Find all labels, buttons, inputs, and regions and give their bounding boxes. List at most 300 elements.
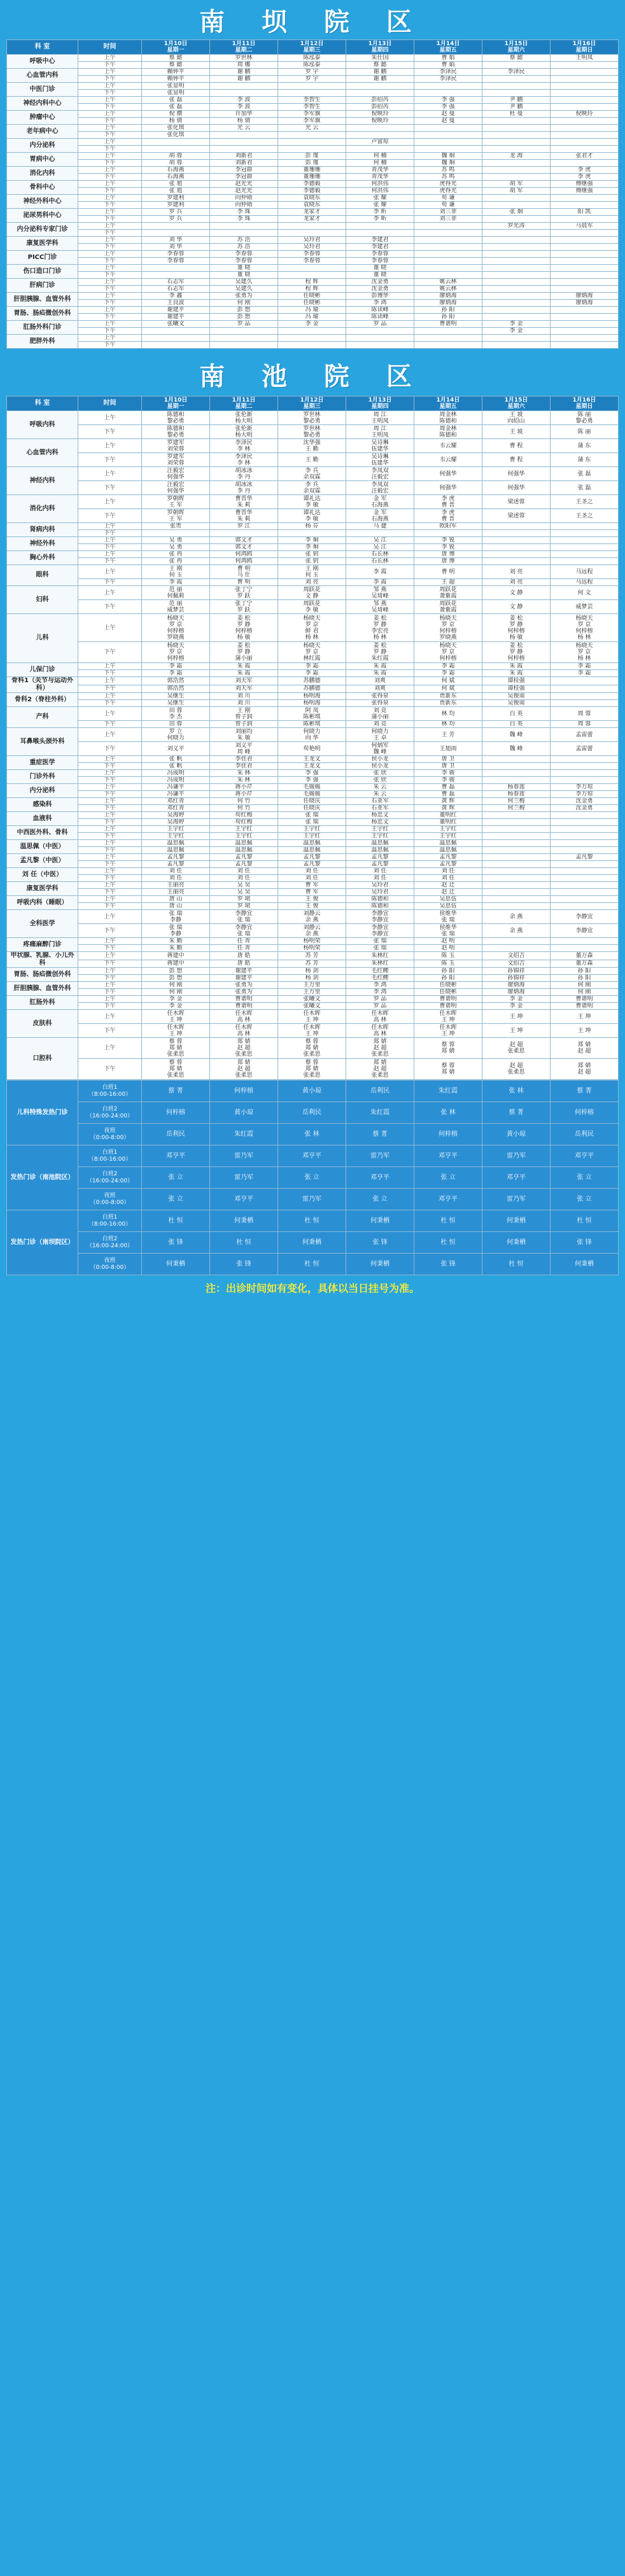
table-row — [7, 195, 619, 202]
doctor-cell: 罗 宇 — [278, 76, 346, 83]
doctor-cell: 王良波 — [142, 300, 210, 307]
table-row — [7, 97, 619, 104]
table-row — [7, 903, 619, 910]
doctor-cell — [482, 76, 551, 83]
dept-name: 妇科 — [7, 586, 78, 614]
session-time: 上午 — [78, 756, 142, 763]
north-col-day — [482, 40, 551, 55]
doctor-cell: 曹 娟 — [414, 55, 482, 62]
doctor-cell — [551, 160, 619, 167]
doctor-cell: 何 楠 — [346, 160, 414, 167]
table-row — [7, 328, 619, 335]
doctor-cell — [551, 938, 619, 945]
session-time: 下午 — [78, 132, 142, 139]
doctor-cell: 赵 超 张柔思 — [482, 1038, 551, 1059]
doctor-cell: 吴 勇 — [142, 537, 210, 544]
day-date: 1月15日 — [504, 397, 528, 403]
doctor-cell: 郭文才 — [210, 537, 278, 544]
table-row — [7, 279, 619, 286]
doctor-cell: 傅继强 — [551, 188, 619, 195]
doctor-cell: 吴玲君 — [346, 889, 414, 896]
doctor-cell: 朱 霞 — [210, 663, 278, 670]
session-time: 下午 — [78, 1003, 142, 1010]
doctor-cell: 朱 林 — [210, 777, 278, 784]
table-row — [7, 579, 619, 586]
doctor-cell: 杨明荣 — [278, 945, 346, 952]
doctor-cell: 陈德和 — [346, 903, 414, 910]
doctor-cell: 温思佩 — [414, 840, 482, 847]
doctor-cell: 李万琼 — [551, 791, 619, 798]
doctor-cell: 李冠群 — [210, 174, 278, 181]
doctor-cell: 李 虎 曹 晋 — [414, 495, 482, 509]
doctor-cell: 李泽民 — [482, 69, 551, 76]
doctor-cell: 张君才 — [551, 153, 619, 160]
doctor-cell — [482, 307, 551, 314]
doctor-cell — [482, 882, 551, 889]
table-row — [7, 160, 619, 167]
doctor-cell: 李 霞 — [346, 565, 414, 579]
doctor-cell: 李春蓉 — [142, 251, 210, 258]
doctor-cell: 陈泓泰 — [278, 55, 346, 62]
doctor-cell — [278, 328, 346, 335]
doctor-cell: 刘 任 — [414, 875, 482, 882]
doctor-cell: 朱林红 — [346, 960, 414, 968]
doctor-cell: 王万里 — [278, 982, 346, 989]
table-row — [7, 258, 619, 265]
doctor-cell: 曹谐明 — [414, 1003, 482, 1010]
doctor-cell — [414, 83, 482, 90]
doctor-cell — [346, 83, 414, 90]
fever-row — [7, 1210, 619, 1232]
doctor-cell: 金 军 石海燕 — [346, 495, 414, 509]
doctor-cell: 吴俊南 — [482, 693, 551, 700]
doctor-cell — [551, 770, 619, 777]
table-row — [7, 826, 619, 833]
day-week: 星期二 — [235, 47, 253, 53]
dept-name: 血液科 — [7, 812, 78, 826]
doctor-cell: 张伦新 杨大明 — [210, 411, 278, 425]
table-row — [7, 530, 619, 537]
table-row — [7, 721, 619, 728]
dept-name: 甲状腺、乳腺、小儿外科 — [7, 952, 78, 968]
day-week: 星期二 — [235, 403, 253, 410]
doctor-cell: 朱 霞 — [482, 670, 551, 677]
doctor-cell — [482, 62, 551, 69]
doctor-cell: 刘 任 — [210, 875, 278, 882]
doctor-cell: 李智生 — [278, 97, 346, 104]
doctor-cell: 吴 江 — [346, 544, 414, 551]
doctor-cell: 石海燕 — [142, 174, 210, 181]
table-row — [7, 76, 619, 83]
doctor-cell — [278, 90, 346, 97]
doctor-cell: 董 晓 — [210, 272, 278, 279]
table-row — [7, 425, 619, 439]
session-time: 上午 — [78, 693, 142, 700]
doctor-cell: 文绍吉 — [482, 960, 551, 968]
doctor-cell: 龙家才 — [278, 216, 346, 223]
doctor-cell — [346, 146, 414, 153]
doctor-cell: 孙 阳 — [414, 314, 482, 321]
doctor-cell — [482, 819, 551, 826]
doctor-cell: 王宇红 — [346, 833, 414, 840]
doctor-cell — [210, 132, 278, 139]
doctor-cell: 毛红鲤 — [346, 968, 414, 975]
doctor-cell — [551, 104, 619, 111]
doctor-cell: 王 刚 曾子润 — [210, 707, 278, 721]
fever-doctor-cell: 张 立 — [551, 1167, 619, 1189]
session-time: 下午 — [78, 1024, 142, 1038]
doctor-cell: 王龙文 — [278, 756, 346, 763]
doctor-cell: 任晓彬 — [414, 982, 482, 989]
doctor-cell: 李 昕 — [346, 209, 414, 216]
doctor-cell: 苟红梅 — [210, 812, 278, 819]
fever-doctor-cell: 朱红霞 — [414, 1081, 482, 1102]
doctor-cell: 曹谐明 — [210, 996, 278, 1003]
doctor-cell: 朱仕国 — [346, 55, 414, 62]
north-col-time: 时间 — [78, 40, 142, 55]
doctor-cell: 冯 瑜 — [278, 307, 346, 314]
north-col-day — [551, 40, 619, 55]
doctor-cell: 赵 迁 — [414, 889, 482, 896]
doctor-cell: 李 珠 — [210, 216, 278, 223]
doctor-cell: 朱 霞 — [346, 670, 414, 677]
dept-name: 呼吸内科 — [7, 411, 78, 439]
doctor-cell: 杨明海 — [278, 700, 346, 707]
table-row — [7, 167, 619, 174]
doctor-cell: 蔡 懿 — [346, 62, 414, 69]
table-row — [7, 537, 619, 544]
doctor-cell — [551, 693, 619, 700]
doctor-cell: 毛媛媛 — [278, 784, 346, 791]
doctor-cell — [278, 342, 346, 349]
doctor-cell: 谢建平 — [142, 314, 210, 321]
table-row — [7, 544, 619, 551]
table-row — [7, 411, 619, 425]
doctor-cell: 杨 剑 — [278, 975, 346, 982]
fever-doctor-cell: 杜 恒 — [414, 1210, 482, 1232]
doctor-cell: 苏鹏德 — [278, 685, 346, 693]
table-row — [7, 896, 619, 903]
doctor-cell: 苟 谦 — [414, 202, 482, 209]
doctor-cell: 曹晋华 朱 莉 — [210, 509, 278, 523]
doctor-cell — [482, 770, 551, 777]
doctor-cell: 苏鹏德 — [278, 677, 346, 685]
session-time: 上午 — [78, 251, 142, 258]
doctor-cell: 冯成明 — [142, 770, 210, 777]
doctor-cell — [278, 230, 346, 237]
session-time: 下午 — [78, 889, 142, 896]
table-row — [7, 770, 619, 777]
doctor-cell — [414, 272, 482, 279]
table-row — [7, 960, 619, 968]
day-week: 星期四 — [371, 403, 389, 410]
fever-doctor-cell: 黄小琼 — [278, 1081, 346, 1102]
doctor-cell: 廖炳海 — [551, 293, 619, 300]
doctor-cell: 郑 婧 赵 超 张柔思 — [210, 1059, 278, 1080]
doctor-cell — [551, 896, 619, 903]
session-time: 下午 — [78, 230, 142, 237]
fever-doctor-cell: 岳利民 — [346, 1081, 414, 1102]
doctor-cell: 孟雷蕾 — [551, 742, 619, 756]
doctor-cell — [551, 523, 619, 530]
doctor-cell — [482, 167, 551, 174]
doctor-cell: 温思佩 — [414, 847, 482, 854]
north-col-day — [278, 40, 346, 55]
doctor-cell: 李 金 — [142, 996, 210, 1003]
doctor-cell: 温思佩 — [142, 840, 210, 847]
session-time: 上午 — [78, 321, 142, 328]
doctor-cell: 向仲勋 — [210, 195, 278, 202]
doctor-cell: 任晓庆 — [278, 798, 346, 805]
day-date: 1月10日 — [164, 397, 188, 403]
doctor-cell: 王 坤 — [551, 1010, 619, 1024]
doctor-cell: 张 磊 — [551, 467, 619, 481]
shift-label: 白班1 （8:00-16:00） — [78, 1145, 142, 1167]
table-row — [7, 495, 619, 509]
doctor-cell: 刘 华 — [142, 244, 210, 251]
doctor-cell: 董珊珊 — [278, 167, 346, 174]
doctor-cell — [414, 237, 482, 244]
doctor-cell — [551, 62, 619, 69]
notice-text: 注：出诊时间如有变化，具体以当日挂号为准。 — [0, 1275, 625, 1299]
doctor-cell: 李 珠 — [210, 209, 278, 216]
doctor-cell: 张 帆 — [142, 763, 210, 770]
session-time: 下午 — [78, 903, 142, 910]
table-row — [7, 982, 619, 989]
doctor-cell: 欧阳军 — [414, 523, 482, 530]
fever-doctor-cell: 何梓榕 — [414, 1124, 482, 1145]
doctor-cell — [346, 230, 414, 237]
doctor-cell: 王宇红 — [278, 826, 346, 833]
doctor-cell: 李 波 — [210, 104, 278, 111]
doctor-cell: 王 坤 — [482, 1010, 551, 1024]
doctor-cell: 李 强 — [414, 104, 482, 111]
session-time: 下午 — [78, 579, 142, 586]
session-time: 下午 — [78, 300, 142, 307]
doctor-cell: 张得泉 — [346, 693, 414, 700]
doctor-cell: 刘 亮 — [482, 565, 551, 579]
doctor-cell: 罗 立 何晓力 — [142, 728, 210, 742]
doctor-cell: 蔡 懿 — [482, 55, 551, 62]
doctor-cell: 彭 想 — [142, 968, 210, 975]
day-date: 1月13日 — [368, 41, 392, 47]
table-row — [7, 924, 619, 938]
south-col-day — [142, 396, 210, 411]
doctor-cell: 彭博华 — [346, 293, 414, 300]
dept-name: 感染科 — [7, 798, 78, 812]
doctor-cell: 刘 任 — [142, 875, 210, 882]
table-row — [7, 481, 619, 495]
doctor-cell — [551, 321, 619, 328]
doctor-cell — [551, 945, 619, 952]
doctor-cell: 刘新君 — [210, 153, 278, 160]
doctor-cell: 李 霜 — [551, 663, 619, 670]
doctor-cell: 胡 军 — [482, 181, 551, 188]
fever-doctor-cell: 张 立 — [278, 1167, 346, 1189]
table-row — [7, 938, 619, 945]
doctor-cell: 罗 宇 — [278, 69, 346, 76]
doctor-cell — [551, 237, 619, 244]
doctor-cell: 王宇红 — [210, 826, 278, 833]
doctor-cell: 王宇红 — [414, 833, 482, 840]
day-date: 1月16日 — [572, 41, 596, 47]
session-time: 上午 — [78, 996, 142, 1003]
doctor-cell: 沈金勇 — [346, 279, 414, 286]
session-time: 上午 — [78, 812, 142, 819]
doctor-cell: 冯谦平 — [142, 791, 210, 798]
fever-row — [7, 1145, 619, 1167]
fever-doctor-cell: 雷乃军 — [346, 1145, 414, 1167]
doctor-cell: 张 瑞 — [278, 812, 346, 819]
doctor-cell: 李静宜 — [551, 924, 619, 938]
doctor-cell: 郑 婧 赵 超 张柔思 — [210, 1038, 278, 1059]
doctor-cell: 杨忠文 — [346, 819, 414, 826]
doctor-cell: 廖炳海 — [482, 982, 551, 989]
doctor-cell — [482, 160, 551, 167]
fever-doctor-cell: 何秉栖 — [482, 1232, 551, 1254]
doctor-cell: 陈德和 — [346, 896, 414, 903]
doctor-cell: 苟红梅 — [210, 819, 278, 826]
doctor-cell: 张 炯 — [482, 209, 551, 216]
doctor-cell — [414, 90, 482, 97]
doctor-cell — [551, 244, 619, 251]
doctor-cell: 光 云 — [210, 125, 278, 132]
doctor-cell — [551, 314, 619, 321]
table-row — [7, 756, 619, 763]
doctor-cell — [482, 903, 551, 910]
doctor-cell: 罗朝晖 王 军 — [142, 509, 210, 523]
dept-name: 胃肠、肠疝微创外科 — [7, 307, 78, 321]
session-time: 上午 — [78, 910, 142, 924]
doctor-cell: 张得泉 — [346, 700, 414, 707]
doctor-cell: 温思佩 — [278, 840, 346, 847]
doctor-cell: 周 江 王明凤 — [346, 411, 414, 425]
doctor-cell: 王 勤 — [278, 453, 346, 467]
doctor-cell: 梁述蓉 — [482, 509, 551, 523]
doctor-cell: 王宇红 — [278, 833, 346, 840]
table-row — [7, 989, 619, 996]
doctor-cell — [414, 328, 482, 335]
fever-row — [7, 1167, 619, 1189]
doctor-cell: 刘三菲 — [414, 209, 482, 216]
session-time: 上午 — [78, 952, 142, 960]
doctor-cell: 杨 倩 — [142, 118, 210, 125]
doctor-cell: 张化琪 — [142, 132, 210, 139]
doctor-cell — [414, 139, 482, 146]
doctor-cell: 李 炯 — [278, 537, 346, 544]
table-row — [7, 784, 619, 791]
doctor-cell: 李 金 — [482, 328, 551, 335]
doctor-cell: 张 欣 — [346, 770, 414, 777]
doctor-cell — [482, 279, 551, 286]
doctor-cell: 孙锦祥 — [482, 968, 551, 975]
fever-doctor-cell: 何秉栖 — [551, 1254, 619, 1275]
dept-name: 孟凡黎（中医） — [7, 854, 78, 868]
doctor-cell — [210, 146, 278, 153]
doctor-cell: 苏 浩 — [210, 244, 278, 251]
doctor-cell: 刘静云 余 燕 — [278, 924, 346, 938]
doctor-cell: 吴诗琳 伍建华 — [346, 453, 414, 467]
doctor-cell: 罗建利 — [142, 202, 210, 209]
doctor-cell: 何晓力 向 华 — [278, 728, 346, 742]
doctor-cell: 杨晓天 罗 京 何梓榕 杨 林 — [551, 614, 619, 642]
table-row — [7, 1010, 619, 1024]
doctor-cell: 刘 任 — [210, 868, 278, 875]
doctor-cell: 李泽民 李 林 — [210, 439, 278, 453]
doctor-cell: 周金林 陈德和 — [414, 411, 482, 425]
doctor-cell — [551, 125, 619, 132]
session-time: 上午 — [78, 467, 142, 481]
doctor-cell: 张伦新 杨大明 — [210, 425, 278, 439]
doctor-cell: 周 蓉 — [551, 707, 619, 721]
doctor-cell — [551, 903, 619, 910]
doctor-cell: 曾子润 — [210, 721, 278, 728]
doctor-cell — [414, 230, 482, 237]
doctor-cell: 李春蓉 — [278, 258, 346, 265]
doctor-cell — [278, 132, 346, 139]
doctor-cell: 马晨军 — [551, 223, 619, 230]
shift-label: 夜班 （0:00-8:00） — [78, 1189, 142, 1210]
fever-doctor-cell: 张 锋 — [210, 1254, 278, 1275]
doctor-cell: 刘 亮 — [278, 579, 346, 586]
dept-name: 消化内科 — [7, 495, 78, 523]
session-time: 上午 — [78, 439, 142, 453]
doctor-cell: 谢建平 — [210, 968, 278, 975]
fever-doctor-cell: 杜 恒 — [482, 1254, 551, 1275]
table-row — [7, 342, 619, 349]
doctor-cell: 董 晓 — [346, 265, 414, 272]
doctor-cell — [210, 530, 278, 537]
doctor-cell: 杨晓天 罗 京 林红霞 — [278, 642, 346, 663]
fever-dept: 发热门诊（南坝院区） — [7, 1210, 78, 1275]
doctor-cell: 朱 云 — [346, 784, 414, 791]
doctor-cell: 赵光光 — [210, 188, 278, 195]
doctor-cell: 李春蓉 — [210, 251, 278, 258]
fever-doctor-cell: 张 锋 — [414, 1254, 482, 1275]
doctor-cell: 赵 迁 — [414, 882, 482, 889]
doctor-cell: 廖炳海 — [414, 300, 482, 307]
doctor-cell: 张 耀 — [346, 202, 414, 209]
doctor-cell: 郭文才 — [210, 544, 278, 551]
doctor-cell — [414, 335, 482, 342]
fever-doctor-cell: 蔡 菁 — [142, 1081, 210, 1102]
table-row — [7, 251, 619, 258]
doctor-cell: 杨春莲 — [482, 791, 551, 798]
fever-body — [7, 1081, 619, 1275]
doctor-cell: 温思佩 — [346, 847, 414, 854]
doctor-cell — [482, 90, 551, 97]
fever-doctor-cell: 黄小琼 — [210, 1102, 278, 1124]
session-time: 上午 — [78, 293, 142, 300]
fever-doctor-cell: 蔡 菁 — [551, 1081, 619, 1102]
doctor-cell: 何 竹 — [210, 798, 278, 805]
doctor-cell: 黄 辉 — [414, 798, 482, 805]
dept-name: 神经外科中心 — [7, 195, 78, 209]
fever-dept: 儿科特殊发热门诊 — [7, 1081, 78, 1145]
doctor-cell: 李万琼 — [551, 784, 619, 791]
doctor-cell — [210, 139, 278, 146]
doctor-cell: 刘爽 — [346, 677, 414, 685]
doctor-cell: 魏 峰 — [482, 742, 551, 756]
doctor-cell: 李 霞 — [346, 579, 414, 586]
doctor-cell: 何 刚 — [142, 982, 210, 989]
doctor-cell: 青茂华 — [346, 174, 414, 181]
doctor-cell: 孙锦祥 — [482, 975, 551, 982]
doctor-cell: 刘义平 — [142, 742, 210, 756]
doctor-cell — [482, 537, 551, 544]
doctor-cell — [482, 202, 551, 209]
doctor-cell: 吴思伍 — [414, 903, 482, 910]
